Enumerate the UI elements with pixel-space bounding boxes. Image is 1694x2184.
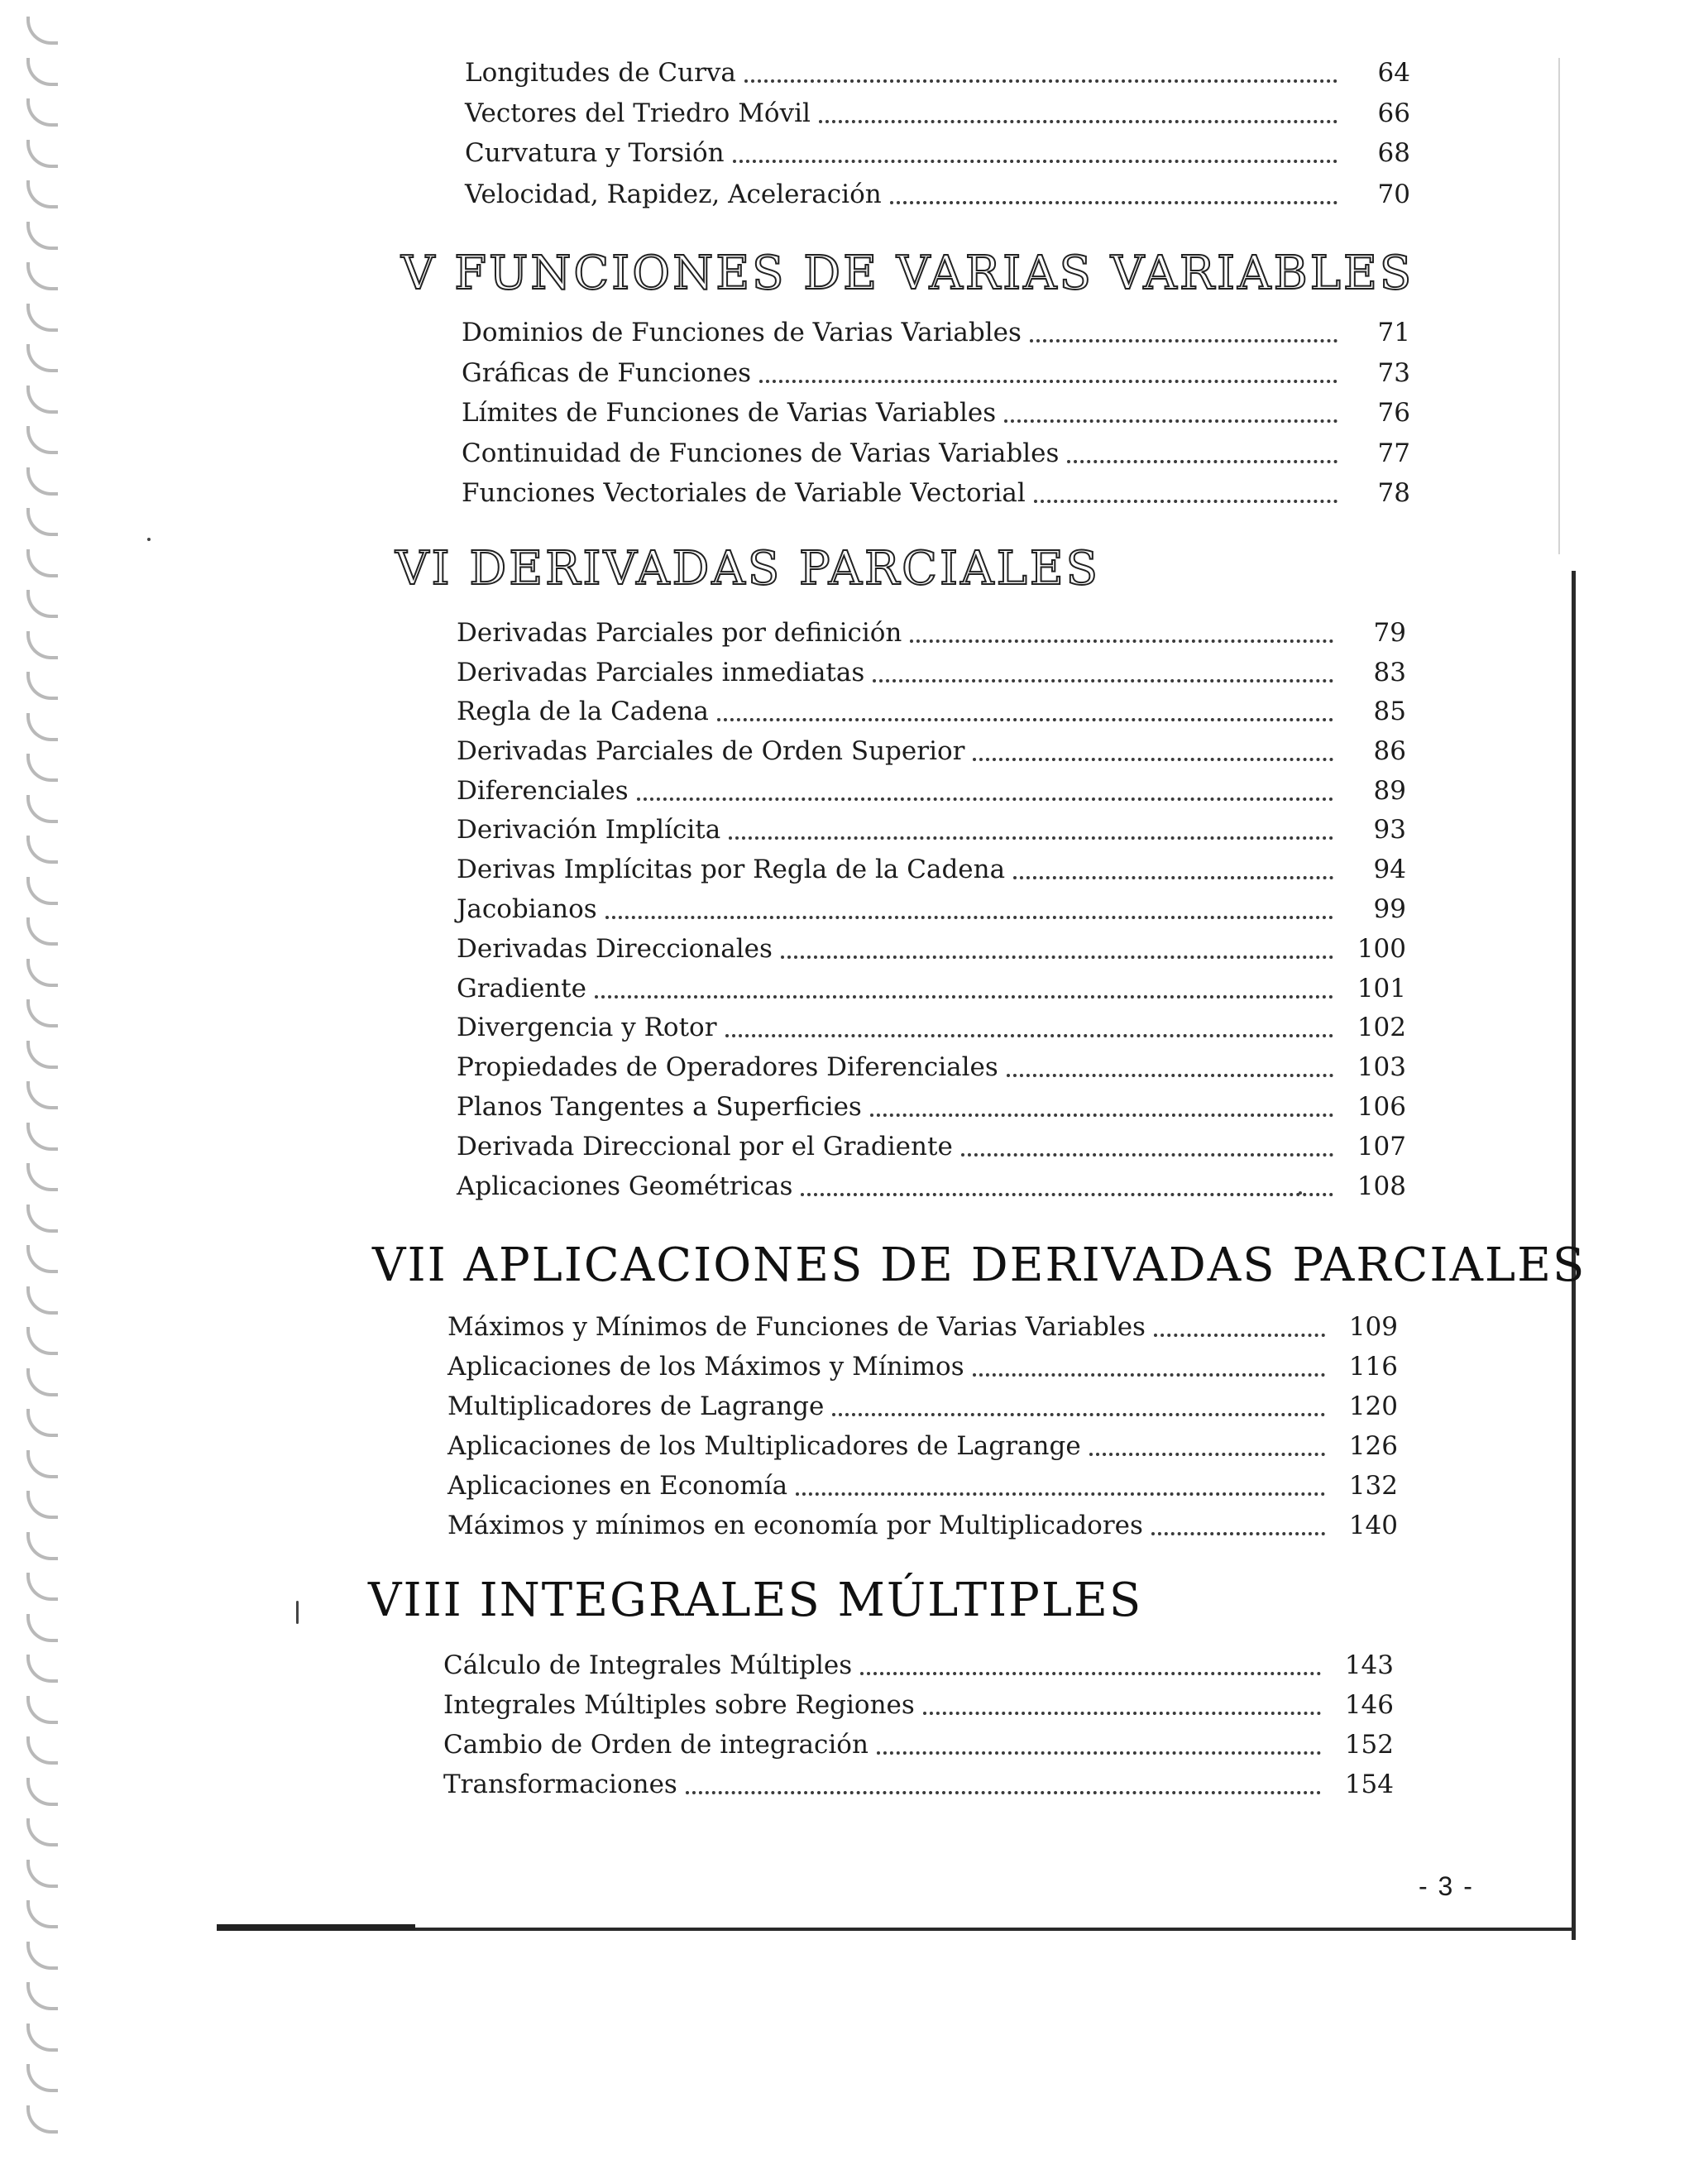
toc-entry-label: Multiplicadores de Lagrange <box>447 1391 825 1421</box>
dot-leader <box>595 995 1333 999</box>
binding-ring <box>26 2024 58 2052</box>
toc-entry-label: Cambio de Orden de integración <box>443 1730 869 1760</box>
dot-leader <box>923 1712 1321 1715</box>
binding-ring <box>26 2064 58 2092</box>
dot-leader <box>729 836 1333 840</box>
dot-leader <box>1034 500 1337 503</box>
dot-leader <box>890 201 1337 204</box>
dot-leader <box>1007 1074 1333 1077</box>
toc-entry-page: 146 <box>1344 1690 1394 1720</box>
toc-entry-page: 120 <box>1348 1391 1398 1421</box>
toc-entry-page: 143 <box>1344 1650 1394 1680</box>
toc-entry-page: 102 <box>1357 1013 1406 1042</box>
toc-entry-page: 66 <box>1377 98 1410 128</box>
toc-entry[interactable] <box>457 648 1406 686</box>
toc-entry-page: 103 <box>1357 1052 1406 1082</box>
toc-entry[interactable] <box>462 468 1410 506</box>
section-heading <box>372 1238 1586 1292</box>
toc-entry-page: 126 <box>1348 1431 1398 1461</box>
dot-leader <box>1030 339 1337 342</box>
toc-entry-page: 83 <box>1373 658 1406 687</box>
toc-entry-label: Vectores del Triedro Móvil <box>465 98 811 128</box>
binding-ring <box>26 2105 58 2134</box>
toc-entry-label: Máximos y mínimos en economía por Multiplicadores <box>447 1511 1143 1540</box>
toc-entry-label: Jacobianos <box>457 894 597 924</box>
toc-entry-page: 140 <box>1348 1511 1398 1540</box>
dot-leader <box>973 1373 1325 1377</box>
toc-entry-page: 94 <box>1373 855 1406 884</box>
toc-entry-page: 89 <box>1373 776 1406 806</box>
toc-entry[interactable] <box>462 348 1410 386</box>
toc-entry-page: 108 <box>1357 1171 1406 1201</box>
toc-entry-label: Derivadas Parciales de Orden Superior <box>457 736 965 766</box>
toc-entry[interactable] <box>465 89 1410 127</box>
toc-entry[interactable] <box>457 805 1406 843</box>
page-bottom-border-accent <box>217 1924 415 1930</box>
toc-entry-label: Gráficas de Funciones <box>462 358 751 388</box>
toc-entry[interactable] <box>457 924 1406 962</box>
dot-leader <box>744 79 1337 83</box>
dot-leader <box>832 1413 1325 1416</box>
dot-leader <box>686 1791 1321 1794</box>
dot-leader <box>1154 1334 1325 1337</box>
toc-entry-page: 73 <box>1377 358 1410 388</box>
toc-entry[interactable] <box>462 388 1410 426</box>
toc-entry-label: Curvatura y Torsión <box>465 138 725 168</box>
toc-entry[interactable] <box>447 1342 1398 1380</box>
toc-entry-page: 152 <box>1344 1730 1394 1760</box>
toc-entry-label: Cálculo de Integrales Múltiples <box>443 1650 853 1680</box>
toc-entry-label: Diferenciales <box>457 776 629 806</box>
toc-entry-page: 116 <box>1348 1352 1398 1382</box>
toc-entry-page: 93 <box>1373 815 1406 845</box>
toc-entry-page: 100 <box>1357 934 1406 964</box>
toc-entry-label: Derivación Implícita <box>457 815 721 845</box>
toc-entry-page: 106 <box>1357 1092 1406 1122</box>
page-bottom-border <box>217 1928 1573 1931</box>
dot-leader <box>973 758 1333 761</box>
section-title: DERIVADAS PARCIALES <box>469 542 1101 596</box>
toc-entry[interactable] <box>457 845 1406 883</box>
toc-entry-label: Integrales Múltiples sobre Regiones <box>443 1690 915 1720</box>
toc-entry-label: Velocidad, Rapidez, Aceleración <box>465 180 882 209</box>
dot-leader <box>870 1114 1333 1117</box>
section-heading <box>368 1573 1142 1627</box>
binding-ring <box>26 1982 58 2010</box>
toc-entry-page: 79 <box>1373 618 1406 648</box>
toc-entry[interactable] <box>447 1382 1398 1420</box>
toc-entry-page: 78 <box>1377 478 1410 508</box>
dot-leader <box>796 1492 1325 1496</box>
dot-leader <box>801 1193 1333 1196</box>
toc-entry-label: Derivadas Parciales por definición <box>457 618 902 648</box>
dot-leader <box>910 639 1333 643</box>
dot-leader <box>961 1153 1333 1157</box>
toc-entry[interactable] <box>462 429 1410 467</box>
toc-entry-label: Límites de Funciones de Varias Variables <box>462 398 997 428</box>
section-title: APLICACIONES DE DERIVADAS PARCIALES <box>463 1238 1586 1292</box>
toc-entry-label: Transformaciones <box>443 1770 677 1799</box>
toc-entry-page: 107 <box>1357 1132 1406 1161</box>
toc-entry-page: 132 <box>1348 1471 1398 1501</box>
section-title: INTEGRALES MÚLTIPLES <box>479 1573 1143 1627</box>
dot-leader <box>759 380 1337 383</box>
dot-leader <box>1004 419 1337 423</box>
toc-entry-label: Derivada Direccional por el Gradiente <box>457 1132 953 1161</box>
dot-leader <box>819 120 1337 123</box>
toc-entry-page: 85 <box>1373 697 1406 726</box>
dot-leader <box>877 1751 1321 1755</box>
toc-entry-page: 71 <box>1377 318 1410 347</box>
toc-entry-page: 99 <box>1373 894 1406 924</box>
toc-entry[interactable] <box>447 1302 1398 1340</box>
section-numeral: VIII <box>368 1573 463 1627</box>
toc-entry[interactable] <box>457 608 1406 646</box>
toc-entry[interactable] <box>443 1680 1394 1718</box>
toc-entry[interactable] <box>457 1122 1406 1160</box>
toc-entry[interactable] <box>443 1760 1394 1798</box>
section-heading <box>395 542 1100 596</box>
binding-ring <box>26 1942 58 1970</box>
dot-leader <box>1151 1532 1325 1535</box>
dot-leader <box>1089 1453 1325 1456</box>
dot-leader <box>1067 460 1337 463</box>
toc-entry-label: Derivas Implícitas por Regla de la Cadena <box>457 855 1006 884</box>
dot-leader <box>1013 876 1333 879</box>
dot-leader <box>605 916 1333 919</box>
dot-leader <box>725 1034 1333 1037</box>
toc-entry-label: Aplicaciones de los Máximos y Mínimos <box>447 1352 964 1382</box>
binding-ring <box>26 1900 58 1928</box>
toc-entry[interactable] <box>462 308 1410 346</box>
section-numeral: V <box>401 247 438 300</box>
toc-entry[interactable] <box>457 1042 1406 1080</box>
dot-leader <box>781 956 1333 959</box>
toc-entry-label: Regla de la Cadena <box>457 697 709 726</box>
toc-entry-label: Longitudes de Curva <box>465 58 736 88</box>
toc-entry-page: 68 <box>1377 138 1410 168</box>
toc-entry-label: Planos Tangentes a Superficies <box>457 1092 862 1122</box>
toc-entry[interactable] <box>465 170 1410 208</box>
toc-entry-label: Gradiente <box>457 974 586 1003</box>
dot-leader <box>733 160 1337 163</box>
toc-entry[interactable] <box>457 1003 1406 1041</box>
toc-entry[interactable] <box>457 1161 1406 1200</box>
toc-entry-page: 64 <box>1377 58 1410 88</box>
toc-entry-label: Aplicaciones Geométricas <box>457 1171 793 1201</box>
toc-entry[interactable] <box>447 1501 1398 1539</box>
page-number: - 3 - <box>1419 1871 1474 1901</box>
section-numeral: VII <box>372 1238 447 1292</box>
toc-entry[interactable] <box>447 1421 1398 1459</box>
toc-entry-label: Derivadas Parciales inmediatas <box>457 658 865 687</box>
toc-entry-page: 70 <box>1377 180 1410 209</box>
toc-entry[interactable] <box>447 1461 1398 1499</box>
toc-entry[interactable] <box>457 687 1406 725</box>
toc-entry[interactable] <box>457 766 1406 804</box>
toc-entry[interactable] <box>457 726 1406 764</box>
toc-entry-page: 76 <box>1377 398 1410 428</box>
toc-entry[interactable] <box>457 884 1406 922</box>
toc-entry-label: Funciones Vectoriales de Variable Vectorial <box>462 478 1026 508</box>
dot-leader <box>717 718 1333 721</box>
section-heading <box>401 247 1414 300</box>
toc-entry-label: Aplicaciones de los Multiplicadores de Lagrange <box>447 1431 1081 1461</box>
toc-entry-label: Máximos y Mínimos de Funciones de Varias Variables <box>447 1312 1146 1342</box>
toc-entry-label: Propiedades de Operadores Diferenciales <box>457 1052 998 1082</box>
section-numeral: VI <box>395 542 452 596</box>
toc-entry-label: Aplicaciones en Economía <box>447 1471 788 1501</box>
toc-entry-label: Dominios de Funciones de Varias Variables <box>462 318 1022 347</box>
dot-leader <box>860 1672 1321 1675</box>
toc-entry-page: 154 <box>1344 1770 1394 1799</box>
toc-entry[interactable] <box>443 1720 1394 1758</box>
toc-entry[interactable] <box>457 1082 1406 1120</box>
toc-entry-label: Derivadas Direccionales <box>457 934 773 964</box>
dot-leader <box>873 679 1333 682</box>
toc-entry[interactable] <box>465 128 1410 166</box>
toc-entry-page: 77 <box>1377 438 1410 468</box>
toc-entry-label: Continuidad de Funciones de Varias Variables <box>462 438 1060 468</box>
toc-entry[interactable] <box>457 964 1406 1002</box>
toc-entry[interactable] <box>443 1640 1394 1679</box>
toc-entry-label: Divergencia y Rotor <box>457 1013 717 1042</box>
section-title: FUNCIONES DE VARIAS VARIABLES <box>454 247 1414 300</box>
toc-entry-page: 101 <box>1357 974 1406 1003</box>
toc-entry-page: 109 <box>1348 1312 1398 1342</box>
toc-entry[interactable] <box>465 48 1410 86</box>
toc-entry-page: 86 <box>1373 736 1406 766</box>
dot-leader <box>637 797 1333 801</box>
